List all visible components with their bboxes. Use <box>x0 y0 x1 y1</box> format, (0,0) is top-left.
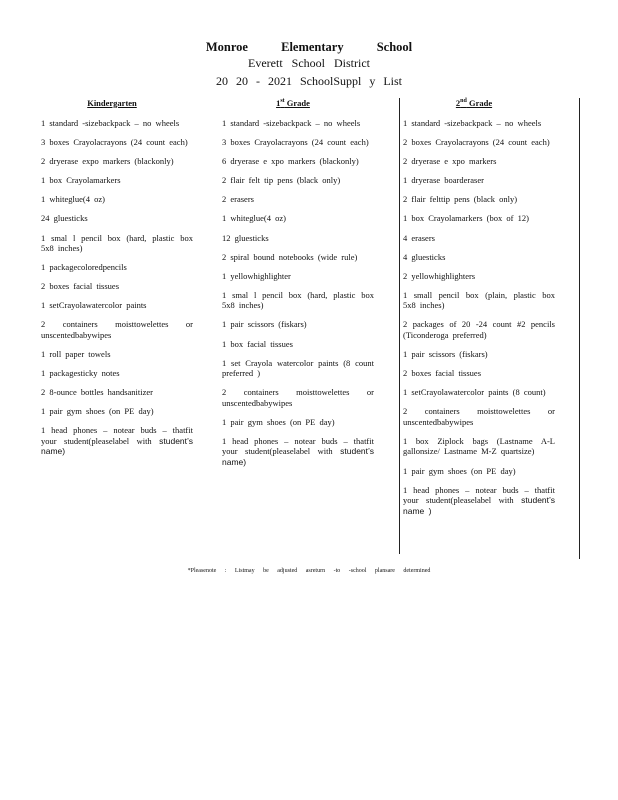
supply-item: 1 head phones – notear buds – thatfit your student(pleaselabel with student’s name ) <box>403 484 555 516</box>
list-title: 20 20 - 2021 SchoolSuppl y List <box>215 74 402 88</box>
supply-item: 1 pair scissors (fiskars) <box>403 349 488 360</box>
supply-item: 1 yellowhighlighter <box>222 270 291 281</box>
supply-item: 1 standard -sizebackpack – no wheels <box>41 118 180 128</box>
supply-item: 2 containers moisttowelettes or unscentedbabywipes <box>222 387 374 408</box>
column-divider-left <box>399 98 400 554</box>
supply-item: 2 boxes facial tissues <box>41 281 119 292</box>
first-grade-list <box>222 118 374 467</box>
supply-item: 2 yellowhighlighters <box>403 270 476 281</box>
district-name: Everett School District <box>248 56 370 70</box>
second-grade-list <box>403 118 555 516</box>
supply-item: 1 pair scissors (fiskars) <box>222 319 307 330</box>
second-grade-header: 2nd Grade <box>455 98 493 108</box>
supply-item: 1 dryerase boarderaser <box>403 175 484 186</box>
column-divider-right <box>579 98 580 559</box>
supply-item: 2 containers moisttowelettes or unscentedbabywipes <box>41 319 193 340</box>
supply-item: 1 pair gym shoes (on PE day) <box>403 465 516 476</box>
supply-item: 1 head phones – notear buds – thatfit your student(pleaselabel with student’s name) <box>41 425 193 457</box>
supply-item: 6 dryerase e xpo markers (blackonly) <box>222 156 359 167</box>
supply-item: 1 setCrayolawatercolor paints (8 count) <box>403 387 546 398</box>
supply-item: 1 box Crayolamarkers <box>41 175 121 186</box>
supply-item: 1 standard -sizebackpack – no wheels <box>222 118 361 128</box>
supply-item: 2 spiral bound notebooks (wide rule) <box>222 251 358 262</box>
supply-item: 1 pair gym shoes (on PE day) <box>41 406 154 417</box>
kindergarten-header: Kindergarten <box>87 98 137 108</box>
supply-item: 4 erasers <box>403 232 435 243</box>
supply-item: 3 boxes Crayolacrayons (24 count each) <box>41 137 188 148</box>
supply-item: 2 containers moisttowelettes or unscentedbabywipes <box>403 406 555 427</box>
supply-item-tail: student’s name) <box>41 435 193 457</box>
kindergarten-list <box>41 118 193 457</box>
supply-item: 12 gluesticks <box>222 232 269 243</box>
supply-item: 1 setCrayolawatercolor paints <box>41 300 147 311</box>
supply-item: 1 pair gym shoes (on PE day) <box>222 416 335 427</box>
school-name: Monroe Elementary School <box>205 40 413 54</box>
supply-item: 2 packages of 20 -24 count #2 pencils (Ticonderoga preferred) <box>403 319 555 340</box>
supply-item: 1 smal l pencil box (hard, plastic box 5x8 inches) <box>41 232 193 254</box>
supply-item: 2 8-ounce bottles handsanitizer <box>41 387 153 398</box>
kindergarten-column <box>41 98 193 466</box>
supply-item: 2 flair felt tip pens (black only) <box>222 175 341 186</box>
supply-item-tail: student’s name) <box>222 446 374 467</box>
supply-item: 1 small pencil box (plain, plastic box 5x8 inches) <box>403 289 555 311</box>
supply-item: 1 packagesticky notes <box>41 368 120 379</box>
second-grade-column <box>403 98 555 525</box>
first-grade-column <box>222 98 374 476</box>
supply-item: 2 flair felttip pens (black only) <box>403 194 518 205</box>
supply-item: 2 boxes Crayolacrayons (24 count each) <box>403 137 550 148</box>
supply-item: 4 gluesticks <box>403 251 446 262</box>
supply-item: 1 box facial tissues <box>222 338 293 349</box>
supply-item: 3 boxes Crayolacrayons (24 count each) <box>222 137 369 148</box>
supply-item: 2 erasers <box>222 194 254 205</box>
supply-item: 1 roll paper towels <box>41 349 111 360</box>
supply-item: 1 box Ziplock bags (Lastname A-L gallonsize/ Lastname M-Z quartsize) <box>403 435 555 457</box>
first-grade-header: 1st Grade <box>276 98 310 108</box>
supply-item: 1 standard -sizebackpack – no wheels <box>403 118 542 128</box>
supply-item-tail: student’s name ) <box>403 495 555 516</box>
supply-item: 2 boxes facial tissues <box>403 368 481 379</box>
supply-item: 1 smal l pencil box (hard, plastic box 5x8 inches) <box>222 289 374 311</box>
supply-item: 1 packagecoloredpencils <box>41 262 127 273</box>
supply-item: 2 dryerase expo markers (blackonly) <box>41 156 174 167</box>
supply-item: 1 set Crayola watercolor paints (8 count preferred ) <box>222 357 374 379</box>
supply-item: 1 head phones – notear buds – thatfit your student(pleaselabel with student’s name) <box>222 435 374 467</box>
supply-item: 2 dryerase e xpo markers <box>403 156 497 167</box>
footnote: *Pleasenote : Listmay be adjusted asreturn -to -school plansare determined <box>187 568 431 574</box>
supply-item: 1 whiteglue(4 oz) <box>222 213 286 224</box>
supply-item: 1 whiteglue(4 oz) <box>41 194 105 205</box>
supply-item: 1 box Crayolamarkers (box of 12) <box>403 213 529 224</box>
supply-item: 24 gluesticks <box>41 213 88 224</box>
